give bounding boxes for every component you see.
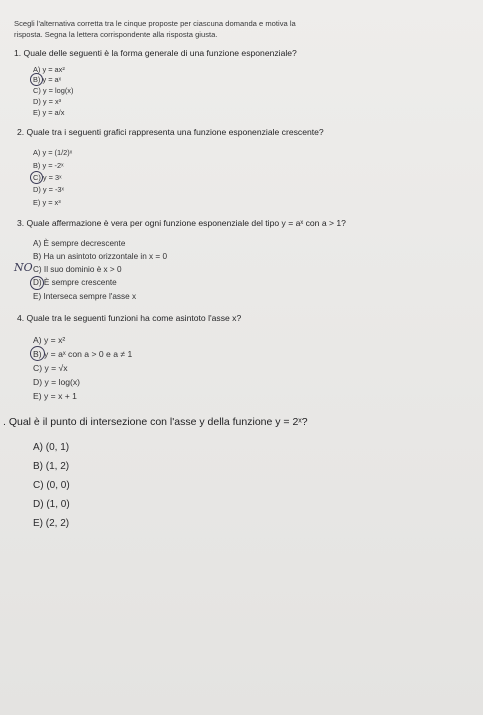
instructions-line-2: risposta. Segna la lettera corrispondente alla risposta giusta. bbox=[14, 30, 218, 39]
q1-option-a: A) y = ax² bbox=[33, 65, 65, 74]
q3-option-d: D) È sempre crescente bbox=[33, 278, 117, 287]
q3-option-a: A) È sempre decrescente bbox=[33, 239, 126, 248]
q4-option-e: E) y = x + 1 bbox=[33, 391, 77, 401]
question-1: 1. Quale delle seguenti è la forma generale di una funzione esponenziale? bbox=[14, 48, 297, 58]
q4-option-a: A) y = x² bbox=[33, 335, 66, 345]
q3-option-e: E) Interseca sempre l'asse x bbox=[33, 292, 137, 301]
q5-option-c: C) (0, 0) bbox=[33, 480, 70, 491]
q3-option-b: B) Ha un asintoto orizzontale in x = 0 bbox=[33, 252, 168, 261]
q5-option-b: B) (1, 2) bbox=[33, 461, 70, 472]
q4-option-d: D) y = log(x) bbox=[33, 377, 81, 387]
q4-option-c: C) y = √x bbox=[33, 363, 68, 373]
q5-option-a: A) (0, 1) bbox=[33, 442, 70, 453]
answer-circle-q4 bbox=[30, 346, 45, 361]
answer-circle-q2 bbox=[30, 171, 43, 184]
answer-circle-q3 bbox=[30, 276, 44, 290]
q2-option-b: B) y = -2ˣ bbox=[33, 161, 64, 170]
instructions-line-1: Scegli l'alternativa corretta tra le cinque proposte per ciascuna domanda e motiva la bbox=[14, 19, 296, 28]
question-3: 3. Quale affermazione è vera per ogni funzione esponenziale del tipo y = aˣ con a > 1? bbox=[17, 218, 346, 228]
q2-option-a: A) y = (1/2)ˣ bbox=[33, 148, 73, 157]
q5-option-e: E) (2, 2) bbox=[33, 518, 70, 529]
q1-option-c: C) y = log(x) bbox=[33, 86, 74, 95]
svg-text:NO: NO bbox=[14, 261, 33, 274]
question-2: 2. Quale tra i seguenti grafici rappresenta una funzione esponenziale crescente? bbox=[17, 127, 324, 137]
q1-option-b: B) y = aˣ bbox=[33, 75, 62, 84]
q2-option-c: C) y = 3ˣ bbox=[33, 173, 62, 182]
question-4: 4. Quale tra le seguenti funzioni ha come asintoto l'asse x? bbox=[17, 313, 242, 323]
answer-circle-q1 bbox=[30, 73, 43, 86]
q2-option-e: E) y = x³ bbox=[33, 198, 61, 207]
q5-option-d: D) (1, 0) bbox=[33, 499, 70, 510]
q4-option-b: B) y = aˣ con a > 0 e a ≠ 1 bbox=[33, 349, 133, 359]
handwritten-no-mark bbox=[13, 260, 35, 274]
q2-option-d: D) y = -3ˣ bbox=[33, 185, 64, 194]
q1-option-e: E) y = a/x bbox=[33, 108, 65, 117]
q1-option-d: D) y = x³ bbox=[33, 97, 62, 106]
question-5: . Qual è il punto di intersezione con l'asse y della funzione y = 2ˣ? bbox=[3, 416, 308, 428]
q3-option-c: C) Il suo dominio è x > 0 bbox=[33, 265, 122, 274]
